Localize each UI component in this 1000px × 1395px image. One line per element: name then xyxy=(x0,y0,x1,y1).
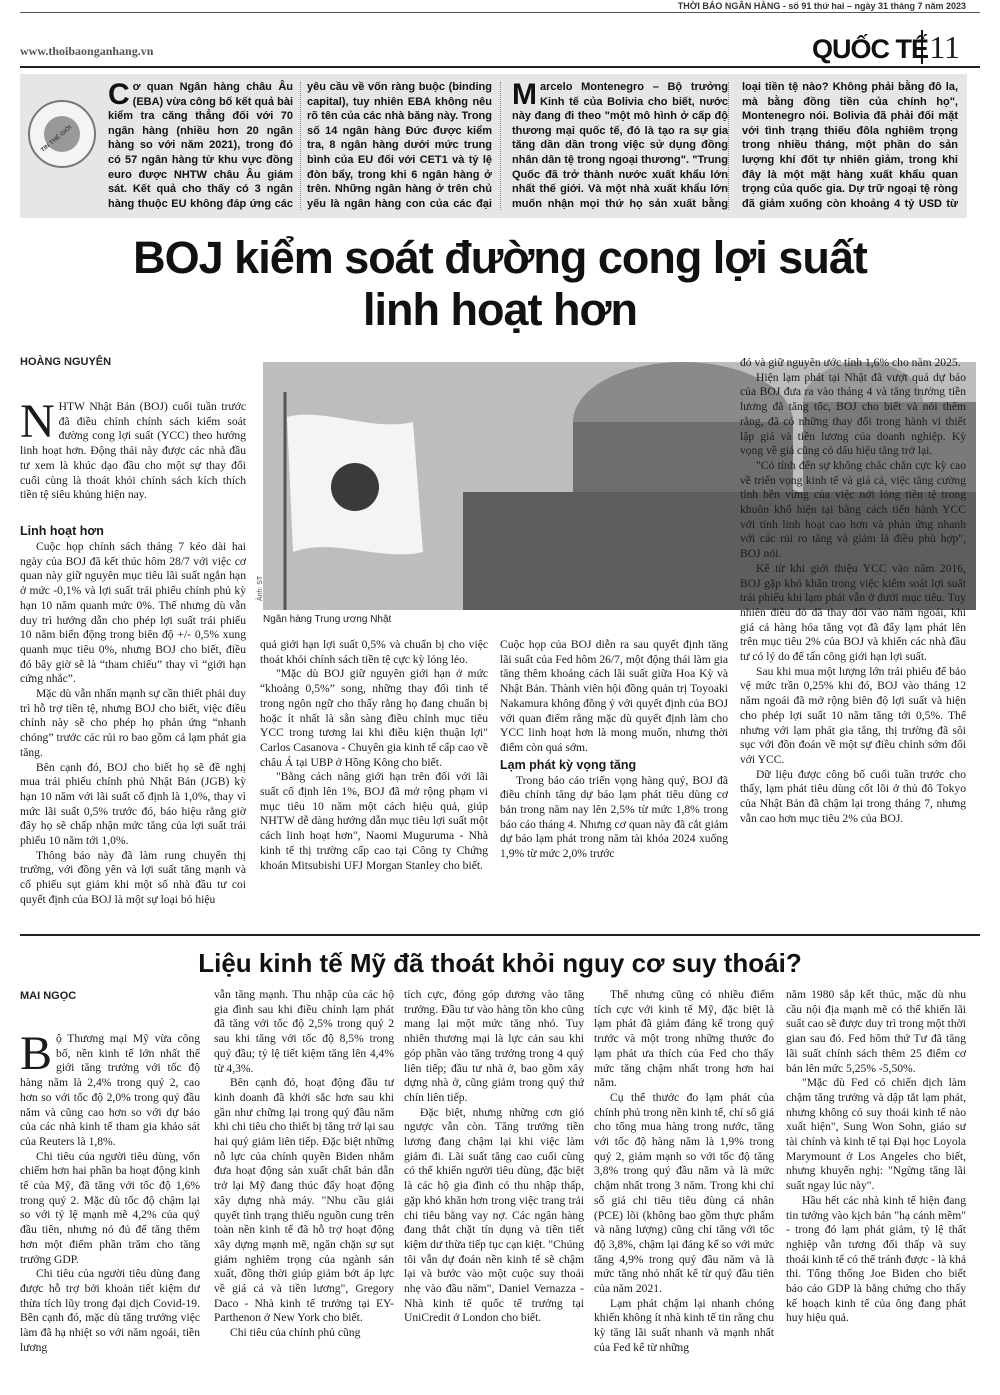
paragraph: Bên cạnh đó, BOJ cho biết họ sẽ đề nghị mua trái phiếu chính phủ Nhật Bản (JGB) kỳ hạn 10 năm với lãi suất cố định là 1,0%, thay vì mức lãi suất 0,5% trước đó, báo hiệu rằng giờ đây họ sẽ chấp nhận mức tăng của lợi suất trái phiếu 10 năm tới 1,0%. xyxy=(20,760,246,848)
article-separator xyxy=(20,934,980,936)
masthead-text: THỜI BÁO NGÂN HÀNG - số 91 thứ hai – ngày 31 tháng 7 năm 2023 xyxy=(677,1,966,11)
article1-column-1 xyxy=(20,522,246,927)
paragraph: Thông báo này đã làm rung chuyển thị trường, với đồng yên và lợi suất tăng mạnh và cổ phiếu sụt giảm khi một số nhà đầu tư coi quyết định của BOJ là một sự loại bỏ hiệu xyxy=(20,848,246,906)
article2-column-2 xyxy=(214,988,394,1392)
article1-subheading-2: Lạm phát kỳ vọng tăng xyxy=(500,757,637,772)
paragraph: Mặc dù vẫn nhấn mạnh sự cần thiết phải duy trì hỗ trợ tiền tệ, nhưng BOJ cho biết, việc điều chỉnh này sẽ cho phép họ phản ứng “nhanh chóng” trước các rủi ro bao gồm cả lạm phát gia tăng. xyxy=(20,687,246,759)
paragraph: Chi tiêu của người tiêu dùng đang được hỗ trợ bởi khoản tiết kiệm dư thừa tích lũy trong đại dịch Covid-19. Bên cạnh đó, mặc dù tăng trưởng việc làm đã hạ nhiệt so với năm ngoái, tiền lương xyxy=(20,1267,200,1354)
article2-column-3 xyxy=(404,988,584,1392)
paragraph: Trong báo cáo triển vọng hàng quý, BOJ đã điều chỉnh tăng dự báo lạm phát tiêu dùng cơ bản trong năm nay lên 2,5% từ mức 1,8% trong báo cáo tháng 4. Nhưng cơ quan này đã cắt giảm dự báo lạm phát trong năm tài khóa 2024 xuống 1,9% từ mức 2,0% trước xyxy=(500,773,728,861)
paragraph: Bên cạnh đó, hoạt động đầu tư kinh doanh đã khởi sắc hơn sau khi gần như chững lại trong quý đầu năm khi chi tiêu cho thiết bị tăng trở lại sau hai quý giảm liên tiếp. Đặc biệt những nỗ lực của chính quyền Biden nhằm đưa hoạt động sản xuất chất bán dẫn trở lại Mỹ đang thúc đẩy hoạt động xây dựng nhà máy. "Nhu cầu giải quyết tình trạng thiếu nguồn cung trên toàn nền kinh tế đã hỗ trợ hoạt động xây dựng mạnh mẽ, ngăn chặn sự sụt giảm nghiêm trọng của ngành sản xuất, đồng thời giúp giảm bớt áp lực về giá cả và tiền lương", Gregory Daco - Nhà kinh tế trưởng tại EY-Parthenon ở New York cho biết. xyxy=(214,1076,394,1325)
world-news-badge xyxy=(28,100,96,168)
paragraph: Cuộc họp của BOJ diễn ra sau quyết định tăng lãi suất của Fed hôm 26/7, một động thái làm gia tăng thêm khoảng cách lãi suất giữa Hoa Kỳ và Nhật Bản. Thành viên hội đồng quản trị Toyoaki Nakamura không đồng ý với quyết định của BOJ với quan điểm rằng mặc dù quyết định làm cho YCC linh hoạt hơn là mong muốn, nhưng thời điểm còn quá sớm. xyxy=(500,638,728,754)
brief-dropcap: M xyxy=(512,80,537,111)
paragraph: Hầu hết các nhà kinh tế hiện đang tin tưởng vào kịch bản "hạ cánh mềm" - trong đó lạm phát giảm, tỷ lệ thất nghiệp vẫn tương đối thấp và suy thoái kinh tế có thể tránh được - là khả thi. Tổng thống Joe Biden cho biết báo cáo GDP là bằng chứng cho thấy kế hoạch kinh tế của ông đang phát huy hiệu quả. xyxy=(786,1193,966,1325)
paragraph: "Bằng cách nâng giới hạn trên đối với lãi suất cố định lên 1%, BOJ đã mở rộng phạm vi mục tiêu 10 năm một cách hiệu quả, giúp NHTW dễ dàng hướng dẫn mục tiêu lợi suất một cách linh hoạt hơn", Naomi Muguruma - Nhà kinh tế thị trường cấp cao tại Công ty Chứng khoán Mitsubishi UFJ Morgan Stanley cho biết. xyxy=(260,770,488,872)
article2-dropcap: B xyxy=(20,1032,53,1080)
paragraph: Thế nhưng cũng có nhiều điểm tích cực với kinh tế Mỹ, đặc biệt là lạm phát đã giảm đáng kể trong quý trước và một trong những thước đo lạm phát ưa thích của Fed cho thấy mức tăng chậm nhất trong hơn hai năm. xyxy=(594,988,774,1090)
paragraph: Hiện lạm phát tại Nhật đã vượt quá dự báo của BOJ đưa ra vào tháng 4 và tăng trưởng tiền lương đã tăng tốc, BOJ cho biết và nói thêm rằng, đã có những thay đổi trong hành vi thiết lập giá và tiền lương của doanh nghiệp. Kỳ vọng về giá cũng có dấu hiệu tăng trở lại. xyxy=(740,370,966,458)
paragraph: tích cực, đóng góp dương vào tăng trưởng. Đầu tư vào hàng tồn kho cũng mang lại một mức tăng nhỏ. Tuy nhiên thương mại là lực cản sau khi góp phần vào tăng trưởng trong 4 quý liên tiếp; đầu tư nhà ở, bao gồm xây dựng nhà ở, cũng giảm trong quý thứ chín liên tiếp. xyxy=(404,988,584,1104)
badge-label: TIN THẾ GIỚI xyxy=(40,124,74,154)
article1-byline: HOÀNG NGUYÊN xyxy=(20,356,112,368)
paragraph: Chi tiêu của chính phủ cũng xyxy=(230,1326,361,1340)
paragraph: quả giới hạn lợi suất 0,5% và chuẩn bị cho việc thoát khỏi chính sách tiền tệ cực kỳ lỏng lẻo. xyxy=(260,638,488,666)
masthead-rule xyxy=(20,12,980,13)
article2-column-4 xyxy=(594,988,774,1392)
article1-headline-line1: BOJ kiểm soát đường cong lợi suất xyxy=(133,232,867,283)
brief-text: ơ quan Ngân hàng châu Âu (EBA) vừa công bố kết quả bài kiểm tra căng thẳng đối với 70 ngân hàng (nhiều hơn 20 ngân hàng so với năm 2021), trong đó có 57 ngân hàng từ khu vực đồng euro được NHTW châu Âu giám sát. Kết quả cho thấy có 3 ngân hàng thuộc EU không đáp ứng các yêu cầu về vốn ràng buộc (binding capital), tuy nhiên EBA không nêu rõ tên của các nhà băng này. Trong số 14 ngân hàng Đức được kiểm tra, 8 ngân hàng dưới mức trung bình của EU đối với CET1 và tỷ lệ đòn bẩy, trong khi 6 ngân hàng ở trên. Những ngân hàng ở trên chủ yếu là ngân hàng con của các đại xyxy=(108,81,492,210)
section-title: QUỐC TẾ xyxy=(811,34,928,64)
article1-column-4 xyxy=(740,356,966,928)
photo-caption: Ngân hàng Trung ương Nhật xyxy=(263,614,392,625)
article2-column-1 xyxy=(20,1032,200,1392)
brief-divider xyxy=(500,82,501,210)
paragraph: ộ Thương mại Mỹ vừa công bố, nền kinh tế lớn nhất thế giới tăng trưởng với tốc độ hàng năm là 2,4% trong quý 2, cao hơn so với tốc độ 2,0% trong quý đầu năm và cũng cao hơn so với dự báo của các nhà kinh tế tham gia khảo sát của Reuters là 1,8%. xyxy=(20,1032,200,1148)
page-number: 11 xyxy=(921,30,960,64)
article1-column-3 xyxy=(500,638,728,928)
article2-headline: Liệu kinh tế Mỹ đã thoát khỏi nguy cơ suy thoái? xyxy=(198,948,802,978)
paragraph: Cụ thể thước đo lạm phát của chính phủ trong nền kinh tế, chỉ số giá cho tổng mua hàng trong nước, tăng với tốc độ hàng năm là 1,9% trong quý 2, giảm mạnh so với tốc độ tăng 3,8% trong quý đầu năm và là mức chậm nhất trong 3 năm. Trong khi chỉ số giá chi tiêu tiêu dùng cá nhân (PCE) lõi (không bao gồm thực phẩm và năng lượng) cũng chỉ tăng với tốc độ 3,8%, chậm lại đáng kể so với mức tăng 4,9% trong quý đầu năm và là mức tăng nhỏ nhất kể từ quý đầu tiên của năm 2021. xyxy=(594,1090,774,1296)
brief-divider xyxy=(300,82,301,210)
paragraph: Đặc biệt, nhưng những cơn gió ngược vẫn còn. Tăng trưởng tiền lương đang chậm lại khi việc làm giảm đi. Lãi suất tăng cao cuối cùng có thể khiến người tiêu dùng, đặc biệt là các hộ gia đình có thu nhập thấp, gặp khó khăn hơn trong việc trang trải chi tiêu bằng vay nợ. Các ngân hàng đang thắt chặt tín dụng và tiền tiết kiệm dư thừa tiếp tục cạn kiệt. "Chúng tôi vẫn dự đoán nền kinh tế sẽ chậm lại và bước vào một cuộc suy thoái nhẹ vào đầu năm", Daniel Vernazza - Nhà kinh tế quốc tế trưởng tại UniCredit ở London cho biết. xyxy=(404,1105,584,1325)
brief-bolivia xyxy=(512,80,958,212)
paragraph: "Mặc dù Fed có chiến dịch làm chậm tăng trưởng và dập tắt lạm phát, nhưng không có suy thoái kinh tế nào xuất hiện", Sung Won Sohn, giáo sư tài chính và kinh tế tại Đại học Loyola Marymount ở Los Angeles cho biết, nhưng khuyến nghị: "Ngừng tăng lãi suất ngay lúc này". xyxy=(786,1076,966,1193)
header-rule xyxy=(20,66,980,68)
paragraph: vẫn tăng mạnh. Thu nhập của các hộ gia đình sau khi điều chỉnh lạm phát đã tăng với tốc độ 2,5% trong quý 2 sau khi tăng với tốc độ 8,5% trong quý đầu; tỷ lệ tiết kiệm tăng lên 4,4% từ 4,3%. xyxy=(214,988,394,1075)
paragraph: "Mặc dù BOJ giữ nguyên giới hạn ở mức “khoảng 0,5%” song, những thay đổi tinh tế trong ngôn ngữ cho thấy rằng họ đang chuẩn bị hoặc ít nhất là sẵn sàng điều chỉnh mục tiêu YCC trong tương lai khi điều kiện thuận lợi" Carlos Casanova - Chuyên gia kinh tế cấp cao về châu Á tại UBP ở Hồng Kông cho biết. xyxy=(260,667,488,769)
paragraph: Dữ liệu được công bố cuối tuần trước cho thấy, lạm phát tiêu dùng cốt lõi ở thủ đô Tokyo của Nhật Bản đã chậm lại trong tháng 7, nhưng vẫn cao hơn mục tiêu 2% của BOJ. xyxy=(740,767,966,825)
article1-column-2 xyxy=(260,638,488,928)
article1-dropcap: N xyxy=(20,400,55,448)
brief-text: arcelo Montenegro – Bộ trưởng Kinh tế của Bolivia cho biết, nước này đang đi theo "một mô hình ở cấp độ thương mại quốc tế, đó là tạo ra sự gia tăng dần dần trong việc sử dụng đồng nhân dân tệ trong ngoại thương". "Trung Quốc đã trở thành nước xuất khẩu lớn nhất thế giới. Và một nhà xuất khẩu lớn muốn nhận mọi thứ họ sản xuất bằng loại tiền tệ nào? Không phải bằng đô la, mà bằng đồng tiền của chính họ", Montenegro nói. Bolivia đã phải đối mặt với tình trạng thiếu đôla nghiêm trọng trong nhiều tháng, một phần do sản lượng khí đốt tự nhiên giảm, trong khi đây là một mặt hàng xuất khẩu quan trọng của quốc gia. Dự trữ ngoại tệ ròng đã giảm xuống còn khoảng 4 tỷ USD từ xyxy=(512,81,958,210)
brief-divider xyxy=(728,82,729,210)
photo-credit: Ảnh: ST xyxy=(257,575,265,602)
paragraph: Chi tiêu của người tiêu dùng, vốn chiếm hơn hai phần ba hoạt động kinh tế của Mỹ, đã tăng với tốc độ 1,6% trong quý 2. Mặc dù tốc độ chậm lại so với tỷ lệ mạnh mẽ 4,2% của quý đầu tiên, nhưng nó đủ để tăng thêm hơn một điểm phần trăm cho tăng trưởng GDP. xyxy=(20,1149,200,1266)
paragraph: đó và giữ nguyên ước tính 1,6% cho năm 2025. xyxy=(740,356,961,369)
article1-headline-line2: linh hoạt hơn xyxy=(363,284,637,335)
article2-byline: MAI NGỌC xyxy=(20,990,77,1002)
paragraph: Kể từ khi giới thiệu YCC vào năm 2016, BOJ gặp khó khăn trong việc kiểm soát lợi suất trái phiếu khi lạm phát vẫn ở dưới mục tiêu. Tuy nhiên điều đó đã thay đổi vào năm ngoái, khi giá cả hàng hóa tăng vọt đã đẩy lạm phát lên trên mục tiêu 2% của BOJ và khiến các nhà đầu tư có lý do để tấn công giới hạn lợi suất. xyxy=(740,561,966,664)
site-url[interactable]: www.thoibaonganhang.vn xyxy=(20,44,154,58)
paragraph: Cuộc họp chính sách tháng 7 kéo dài hai ngày của BOJ đã kết thúc hôm 28/7 với việc cơ quan này giữ nguyên mục tiêu lãi suất ngắn hạn ở mức -0,1% và lợi suất trái phiếu chính phủ kỳ hạn 10 năm quanh mức 0%. Thế nhưng dù vẫn duy trì hướng dẫn cho phép lợi suất trái phiếu 10 năm biến động trong biên độ +/- 0,5% xung quanh mục tiêu 0%, nhưng BOJ cho biết, điều đó bây giờ sẽ là “tham chiếu” thay vì “giới hạn cứng nhắc”. xyxy=(20,540,246,686)
article1-lead xyxy=(20,400,246,506)
paragraph: Lạm phát chậm lại nhanh chóng khiến không ít nhà kinh tế tin rằng chu kỳ tăng lãi suất nhanh và mạnh nhất của Fed kể từ những xyxy=(594,1296,774,1354)
paragraph: "Có tính đến sự không chắc chắn cực kỳ cao về triển vọng kinh tế và giá cả, việc tăng cường tính bền vững của việc nới lỏng tiền tệ trong khuôn khổ hiện tại bằng cách tiến hành YCC với tính linh hoạt cao hơn và phản ứng nhanh với các rủi ro tăng và giảm là điều phù hợp", BOJ nói. xyxy=(740,458,966,561)
masthead xyxy=(0,0,1000,14)
brief-dropcap: C xyxy=(108,80,130,111)
paragraph: Sau khi mua một lượng lớn trái phiếu để bảo vệ mức trần 0,25% khi đó, BOJ vào tháng 12 năm ngoái đã mở rộng biên độ lợi suất và hiện cho phép lợi suất 10 năm tăng tới 0,5%. Thế nhưng với lạm phát gia tăng, thị trường đã sôi sục với đồn đoán về một sự điều chỉnh sớm đối với YCC. xyxy=(740,664,966,766)
article1-lead-text: HTW Nhật Bản (BOJ) cuối tuần trước đã điều chỉnh chính sách kiểm soát đường cong lợi suất (YCC) theo hướng linh hoạt hơn. Động thái này được các nhà đầu tư xem là khúc dạo đầu cho một sự thay đổi cuối cùng là thoát khỏi chính sách kích thích tiền tệ siêu khủng hiện nay. xyxy=(20,400,246,502)
article2-column-5 xyxy=(786,988,966,1392)
paragraph: năm 1980 sắp kết thúc, mặc dù nhu cầu nội địa mạnh mẽ có thể khiến lãi suất cao sẽ được duy trì trong một thời gian sau đó. Fed hôm thứ Tư đã tăng lãi suất chính sách thêm 25 điểm cơ bản lên mức 5,25% -5,50%. xyxy=(786,988,966,1075)
article1-subheading-1: Linh hoạt hơn xyxy=(20,524,104,538)
